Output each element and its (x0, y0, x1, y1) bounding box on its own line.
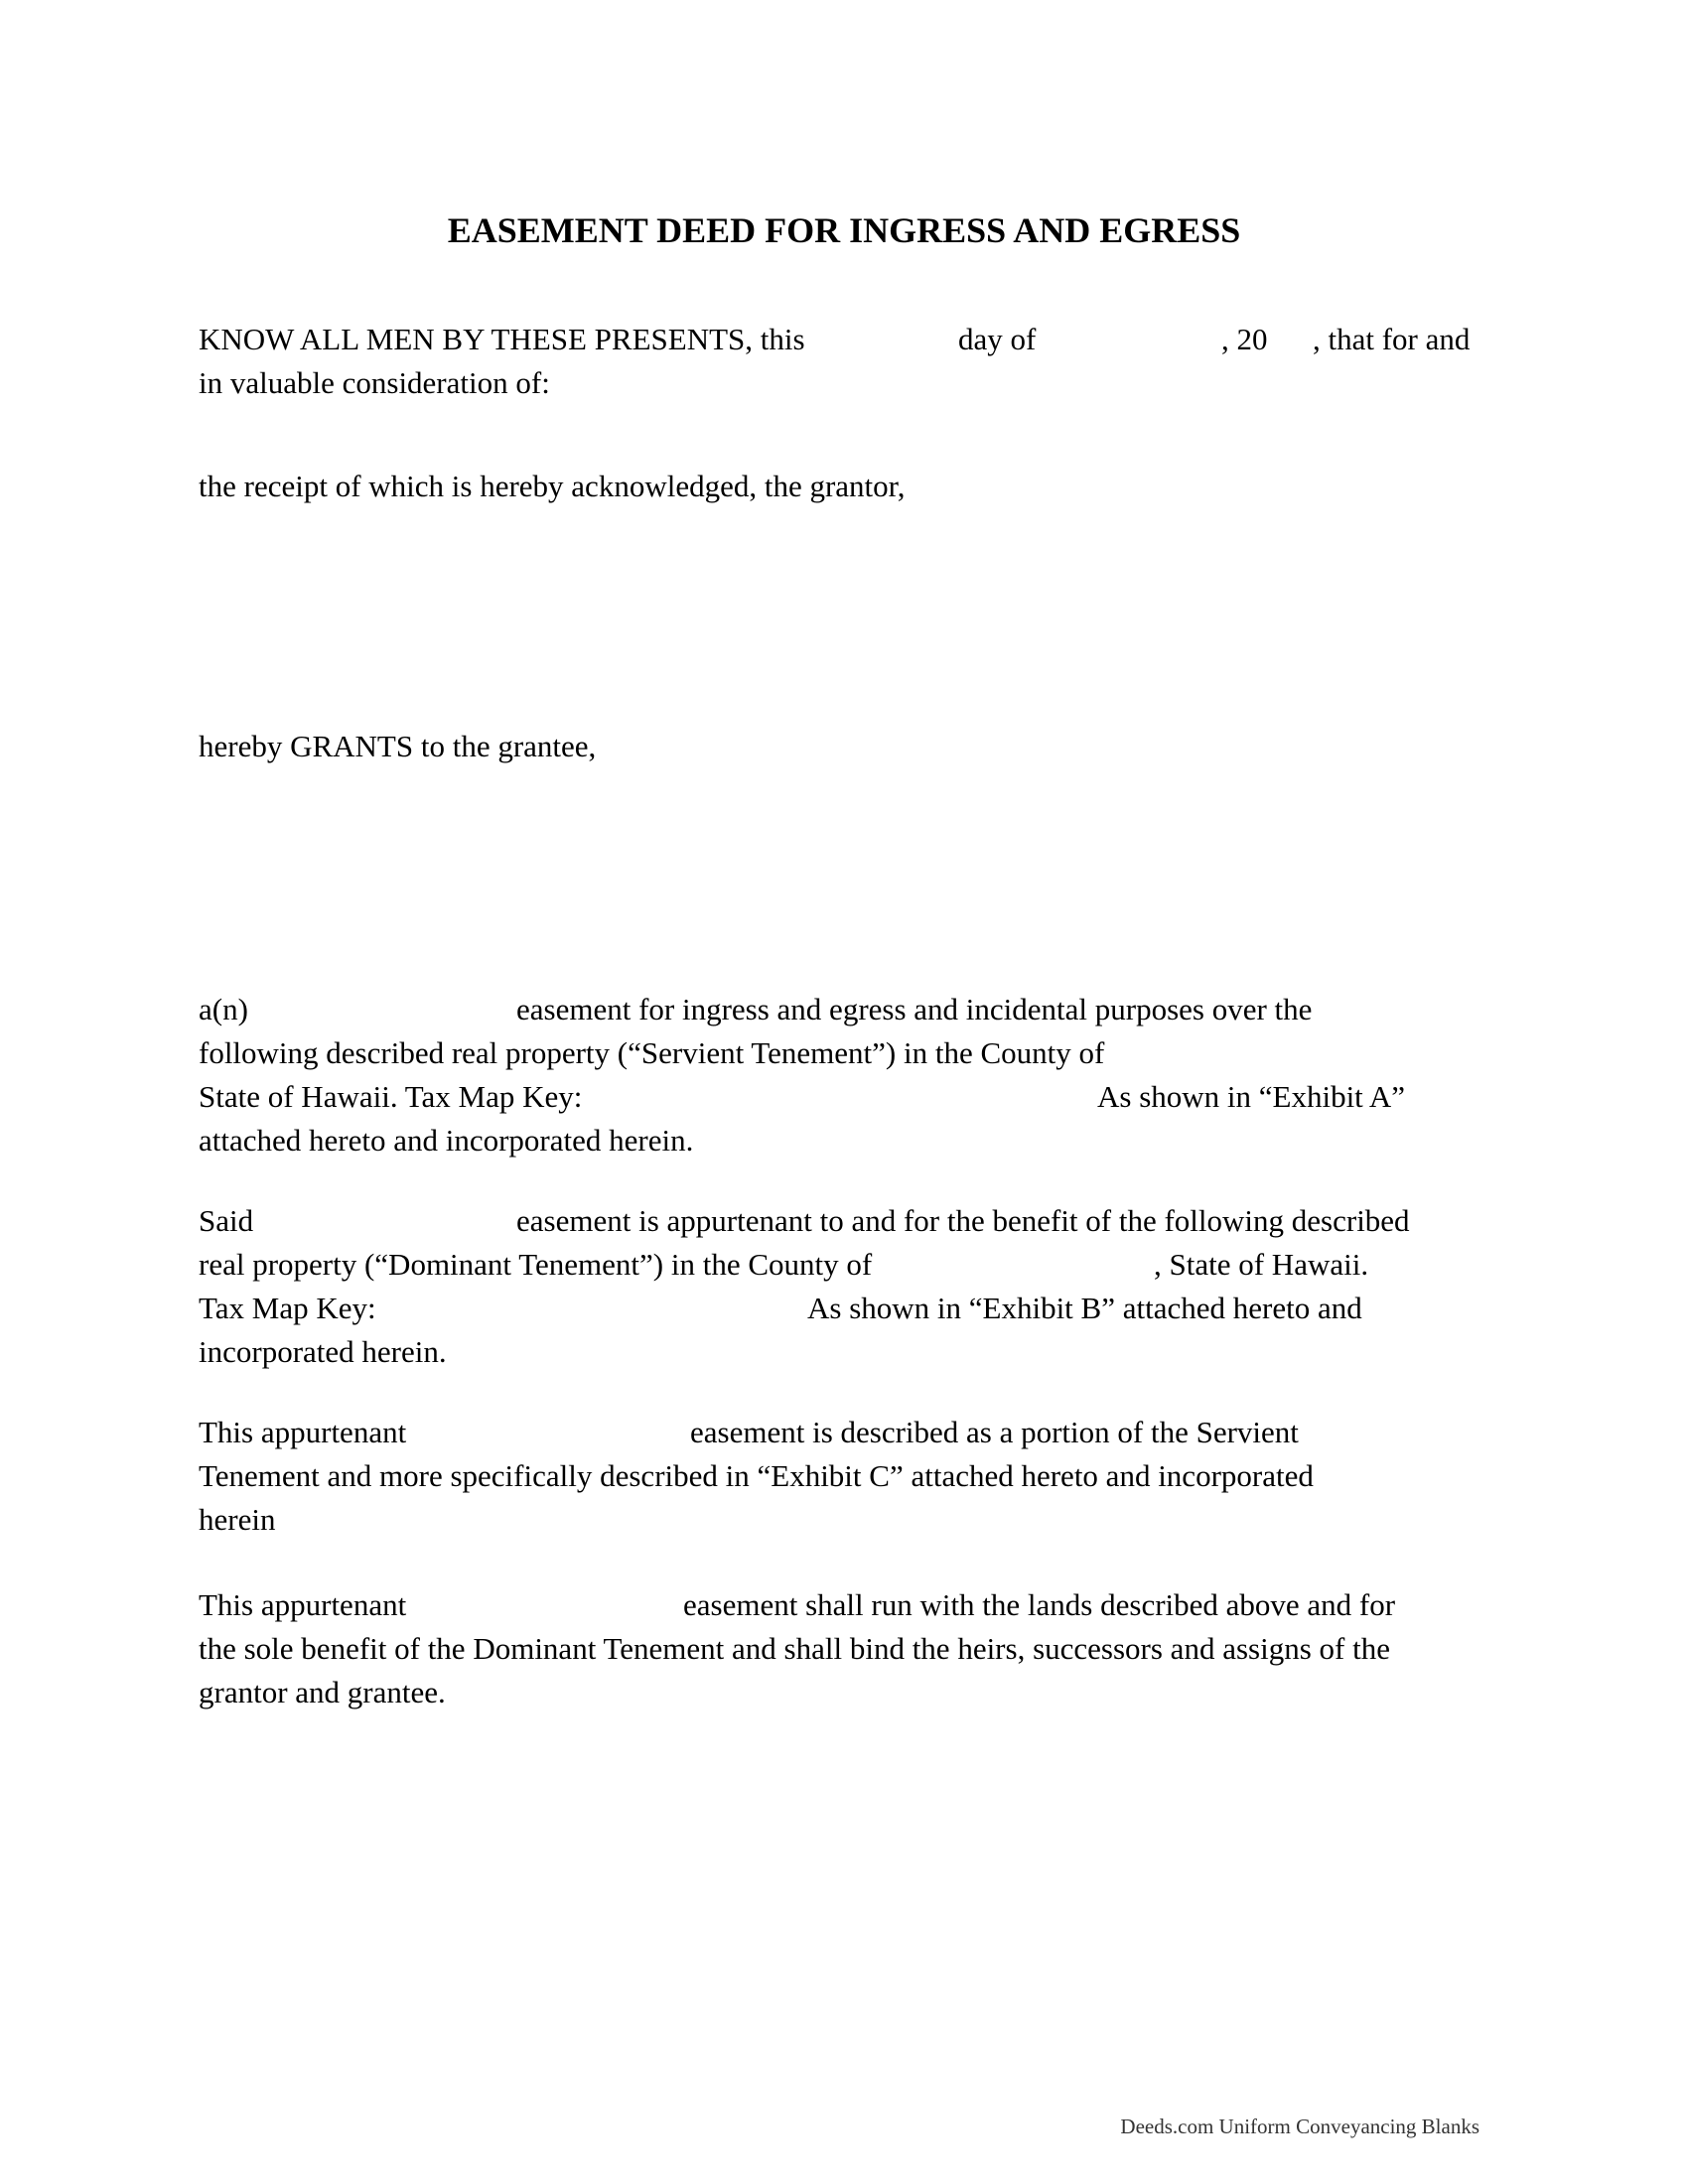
run-prefix: This appurtenant (199, 1587, 407, 1622)
appurtenant-benefit-text: easement is appurtenant to and for the benefit of the following described (516, 1203, 1410, 1238)
exhibit-c-line: Tenement and more specifically described in “Exhibit C” attached hereto and incorporated (199, 1458, 1314, 1493)
easement-type-prefix: a(n) (199, 992, 248, 1026)
incorporated-herein-line: incorporated herein. (199, 1334, 447, 1369)
attached-hereto-line: attached hereto and incorporated herein. (199, 1123, 694, 1158)
intro-text: KNOW ALL MEN BY THESE PRESENTS, this (199, 322, 805, 356)
servient-county-line: following described real property (“Servient Tenement”) in the County of (199, 1035, 1105, 1070)
intro-consideration: in valuable consideration of: (199, 365, 550, 400)
said-prefix: Said (199, 1203, 254, 1238)
intro-year: , 20 (1221, 322, 1268, 356)
herein-line: herein (199, 1502, 276, 1537)
grantor-grantee-line: grantor and grantee. (199, 1675, 446, 1709)
exhibit-a-reference: As shown in “Exhibit A” (1097, 1079, 1405, 1114)
footer-text: Deeds.com Uniform Conveyancing Blanks (1120, 2115, 1479, 2138)
exhibit-b-reference: As shown in “Exhibit B” attached hereto and (807, 1291, 1362, 1325)
document-title: EASEMENT DEED FOR INGRESS AND EGRESS (447, 210, 1241, 250)
described-text: easement is described as a portion of the Servient (690, 1415, 1299, 1449)
intro-day-of: day of (958, 322, 1037, 356)
intro-that-for-and: , that for and (1313, 322, 1471, 356)
grantee-line: hereby GRANTS to the grantee, (199, 729, 597, 763)
dominant-tax-map-key: Tax Map Key: (199, 1291, 376, 1325)
state-of-hawaii: , State of Hawaii. (1154, 1247, 1369, 1282)
servient-tax-map-key: State of Hawaii. Tax Map Key: (199, 1079, 583, 1114)
described-prefix: This appurtenant (199, 1415, 407, 1449)
sole-benefit-line: the sole benefit of the Dominant Tenement and shall bind the heirs, successors and assigns of the (199, 1631, 1390, 1666)
grantor-line: the receipt of which is hereby acknowledged, the grantor, (199, 469, 906, 503)
run-with-lands-text: easement shall run with the lands described above and for (683, 1587, 1396, 1622)
easement-purpose-text: easement for ingress and egress and incidental purposes over the (516, 992, 1313, 1026)
dominant-county-line: real property (“Dominant Tenement”) in the County of (199, 1247, 873, 1282)
